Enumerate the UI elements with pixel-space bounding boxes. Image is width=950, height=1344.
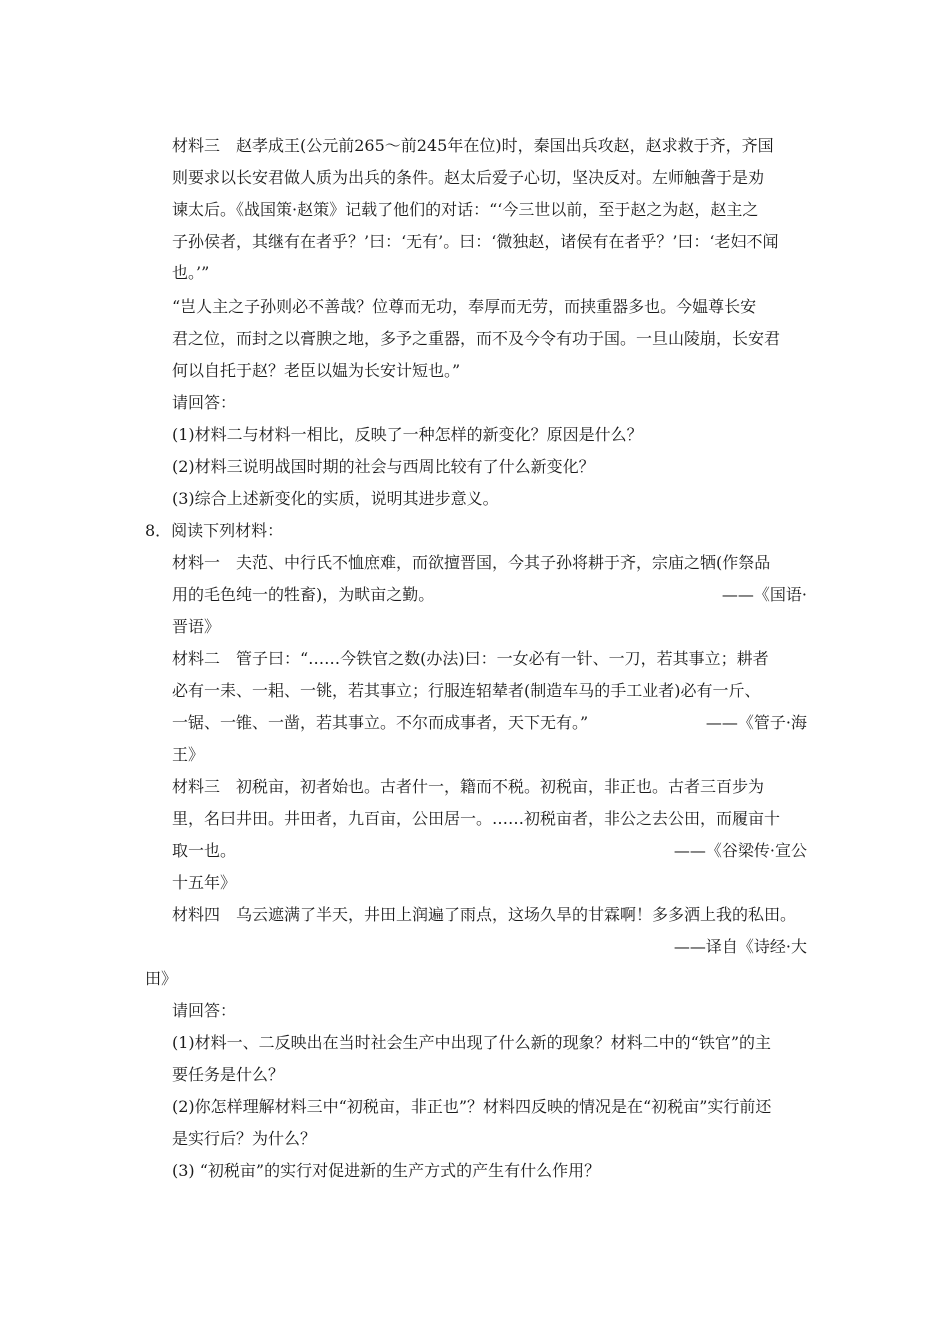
- material3-quote-line-2: 君之位，而封之以膏腴之地，多予之重器，而不及今令有功于国。一旦山陵崩，长安君: [172, 329, 781, 348]
- material3-quote-line-1: “岂人主之子孙则必不善哉？位尊而无功，奉厚而无劳，而挟重器多也。今媪尊长安: [172, 297, 757, 316]
- q8-material1-line-2: 用的毛色纯一的牲畜)，为畎亩之勤。: [172, 585, 435, 604]
- q8-material4-line: 材料四 乌云遮满了半天，井田上润遍了雨点，这场久旱的甘霖啊！多多洒上我的私田。: [172, 905, 797, 924]
- q8-material2-line-2: 必有一耒、一耜、一铫，若其事立；行服连轺辇者(制造车马的手工业者)必有一斤、: [172, 681, 761, 700]
- q8-question-2-line-1: (2)你怎样理解材料三中“初税亩，非正也”？材料四反映的情况是在“初税亩”实行前还: [172, 1097, 772, 1116]
- q8-material2-source: ——《管子·海: [705, 713, 807, 732]
- q8-heading: 8．阅读下列材料：: [145, 521, 284, 540]
- q8-material1-line-1: 材料一 夫范、中行氏不恤庶难，而欲擅晋国，今其子孙将耕于齐，宗庙之牺(作祭品: [172, 553, 771, 572]
- q8-material4-source: ——译自《诗经·大: [673, 937, 807, 956]
- material3-line-2: 则要求以长安君做人质为出兵的条件。赵太后爱子心切，坚决反对。左师触詟于是劝: [172, 168, 765, 187]
- q8-material3-line-2: 里，名曰井田。井田者，九百亩，公田居一。……初税亩者，非公之去公田，而履亩十: [172, 809, 781, 828]
- material3-line-3: 谏太后。《战国策·赵策》记载了他们的对话：“‘今三世以前，至于赵之为赵，赵主之: [172, 200, 759, 219]
- q8-material3-line-3: 取一也。: [172, 841, 237, 860]
- q8-material1-source: ——《国语·: [721, 585, 807, 604]
- q8-material3-source-cont: 十五年》: [172, 873, 237, 892]
- q8-question-1-line-1: (1)材料一、二反映出在当时社会生产中出现了什么新的现象？材料二中的“铁官”的主: [172, 1033, 772, 1052]
- material3-line-4: 子孙侯者，其继有在者乎？’曰：‘无有’。曰：‘微独赵，诸侯有在者乎？’曰：‘老妇不闻: [172, 232, 779, 251]
- material3-line-5: 也。’”: [172, 263, 210, 282]
- q7-item-1: (1)材料二与材料一相比，反映了一种怎样的新变化？原因是什么？: [172, 425, 643, 444]
- material3-quote-line-3: 何以自托于赵？老臣以媪为长安计短也。”: [172, 361, 461, 380]
- q8-question-3: (3) “初税亩”的实行对促进新的生产方式的产生有什么作用？: [172, 1161, 601, 1180]
- q8-material2-line-1: 材料二 管子曰：“……今铁官之数(办法)曰：一女必有一针、一刀，若其事立；耕者: [172, 649, 769, 668]
- q7-item-3: (3)综合上述新变化的实质，说明其进步意义。: [172, 489, 499, 508]
- q7-prompt: 请回答：: [172, 393, 237, 412]
- q8-question-1-line-2: 要任务是什么？: [172, 1065, 285, 1084]
- q7-item-2: (2)材料三说明战国时期的社会与西周比较有了什么新变化？: [172, 457, 595, 476]
- q8-question-2-line-2: 是实行后？为什么？: [172, 1129, 317, 1148]
- q8-material3-line-1: 材料三 初税亩，初者始也。古者什一，籍而不税。初税亩，非正也。古者三百步为: [172, 777, 765, 796]
- q8-material2-line-3: 一锯、一锥、一凿，若其事立。不尔而成事者，天下无有。”: [172, 713, 589, 732]
- q8-material1-source-cont: 晋语》: [172, 617, 221, 636]
- q8-material4-source-cont: 田》: [145, 969, 178, 988]
- q8-prompt: 请回答：: [172, 1001, 237, 1020]
- q8-material2-source-cont: 王》: [172, 745, 205, 764]
- material3-line-1: 材料三 赵孝成王(公元前265～前245年在位)时，秦国出兵攻赵，赵求救于齐，齐国: [172, 136, 774, 155]
- q8-material3-source: ——《谷梁传·宣公: [673, 841, 807, 860]
